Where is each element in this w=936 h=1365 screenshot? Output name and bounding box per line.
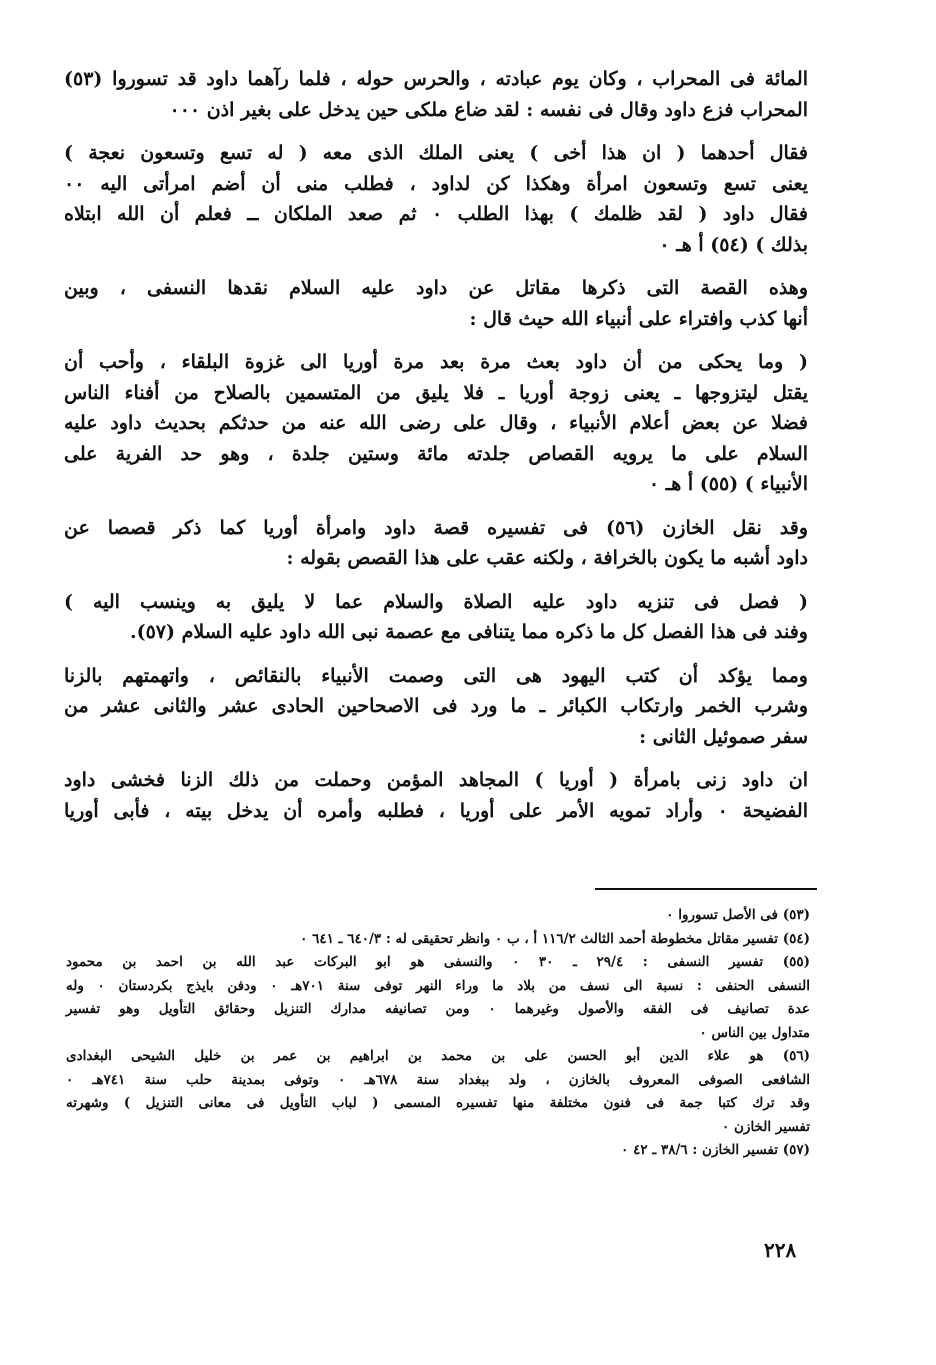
footnotes [66, 904, 810, 1163]
footnote-line: متداول بين الناس ٠ [699, 1024, 810, 1041]
text-line: بذلك ) (٥٤) أ هـ ٠ [659, 233, 808, 256]
paragraph-7 [64, 661, 808, 753]
footnote-line: النسفى الحنفى : نسبة الى نسف من بلاد ما وراء النهر توفى سنة ٧٠١هـ ٠ ودفن بايذج بكردستان ٠ وله [66, 977, 810, 994]
text-line: السلام على ما يرويه القصاص جلدته مائة وستين جلدة ، وهو حد الفرية على [64, 442, 808, 465]
footnote-56 [66, 1045, 810, 1139]
paragraph-1 [64, 64, 808, 125]
text-line: وشرب الخمر وارتكاب الكبائر ـ ما ورد فى الاصحاحين الحادى عشر والثانى عشر من [64, 695, 808, 717]
text-line: المحراب فزع داود وقال فى نفسه : لقد ضاع ملكى حين يدخل على بغير اذن ٠٠٠ [169, 98, 808, 121]
footnote-line: (٥٦) هو علاء الدين أبو الحسن على بن محمد بن ابراهيم بن عمر بن خليل الشيحى البغدادى [66, 1048, 810, 1064]
text-line: ( فصل فى تنزيه داود عليه الصلاة والسلام عما لا يليق به وينسب اليه ) [64, 590, 808, 613]
text-line: يعنى تسع وتسعون امرأة وهكذا كن لداود ، فطلب منى أن أضم امرأتى اليه ٠٠ [64, 172, 808, 195]
text-line: أنها كذب وافتراء على أنبياء الله حيث قال : [469, 307, 808, 330]
paragraph-8 [64, 765, 808, 826]
main-text [64, 64, 808, 839]
text-line: يقتل ليتزوجها ـ يعنى زوجة أوريا ـ فلا يليق من المتسمين بالصلاح من أفناء الناس [64, 381, 808, 404]
footnote-line: الشافعى الصوفى المعروف بالخازن ، ولد ببغداد سنة ٦٧٨هـ ٠ وتوفى بمدينة حلب سنة ٧٤١هـ ٠ [66, 1071, 810, 1088]
text-line: وقد نقل الخازن (٥٦) فى تفسيره قصة داود وامرأة أوريا كما ذكر قصصا عن [64, 516, 808, 539]
paragraph-5 [64, 513, 808, 574]
text-line: ( وما يحكى من أن داود بعث مرة بعد مرة أوريا الى غزوة البلقاء ، وأحب أن [64, 351, 808, 373]
text-line: داود أشبه ما يكون بالخرافة ، ولكنه عقب على هذا القصص بقوله : [286, 547, 808, 569]
text-line: فقال أحدهما ( ان هذا أخى ) يعنى الملك الذى معه ( له تسع وتسعون نعجة ) [64, 142, 808, 164]
footnote-divider [595, 888, 817, 890]
text-line: ان داود زنى بامرأة ( أوريا ) المجاهد المؤمن وحملت من ذلك الزنا فخشى داود [64, 769, 808, 791]
footnote-line: (٥٥) تفسير النسفى : ٢٩/٤ ـ ٣٠ ٠ والنسفى هو ابو البركات عبد الله بن احمد بن محمود [66, 954, 811, 970]
footnote-57 [66, 1139, 810, 1163]
text-line: ومما يؤكد أن كتب اليهود هى التى وصمت الأنبياء بالنقائص ، واتهمتهم بالزنا [64, 664, 808, 687]
text-line: فضلا عن بعض أعلام الأنبياء ، وقال على رضى الله عنه من حدثكم بحديث داود عليه [64, 412, 808, 434]
footnote-line: (٥٧) تفسير الخازن : ٣٨/٦ ـ ٤٢ ٠ [621, 1142, 810, 1158]
paragraph-3 [64, 273, 808, 334]
text-line: فقال داود ( لقد ظلمك ) بهذا الطلب ٠ ثم صعد الملكان ــ فعلم أن الله ابتلاه [64, 203, 808, 225]
text-line: وفند فى هذا الفصل كل ما ذكره مما يتنافى مع عصمة نبى الله داود عليه السلام (٥٧). [129, 621, 808, 643]
paragraph-6 [64, 587, 808, 648]
footnote-line: عدة تصانيف فى الفقه والأصول وغيرهما ٠ ومن تصانيفه مدارك التنزيل وحقائق التأويل وهو تفسير [66, 1001, 810, 1017]
text-line: الفضيحة ٠ وأراد تمويه الأمر على أوريا ، فطلبه وأمره أن يدخل بيته ، فأبى أوريا [64, 799, 808, 822]
paragraph-4 [64, 347, 808, 500]
page-number: ٢٢٨ [764, 1238, 797, 1262]
text-line: وهذه القصة التى ذكرها مقاتل عن داود عليه السلام نقدها النسفى ، وبين [64, 277, 808, 299]
footnote-line: وقد ترك كتبا جمة فى فنون مختلفة منها تفسيره المسمى ( لباب التأويل فى معانى التنزيل ) وشهرته [66, 1095, 810, 1111]
text-line: سفر صموئيل الثانى : [639, 725, 808, 748]
footnote-55 [66, 951, 810, 1045]
footnote-54 [66, 928, 810, 952]
footnote-line: تفسير الخازن ٠ [722, 1118, 810, 1135]
text-line: الأنبياء ) (٥٥) أ هـ ٠ [648, 473, 808, 495]
footnote-line: (٥٣) فى الأصل تسوروا ٠ [666, 907, 810, 923]
footnote-line: (٥٤) تفسير مقاتل مخطوطة أحمد الثالث ١١٦/٢ أ ، ب ٠ وانظر تحقيقى له : ٦٤٠/٣ ـ ٦٤١ ٠ [300, 930, 810, 947]
footnote-53 [66, 904, 810, 928]
text-line: المائة فى المحراب ، وكان يوم عبادته ، والحرس حوله ، فلما رآهما داود قد تسوروا (٥٣) [64, 68, 808, 90]
paragraph-2 [64, 138, 808, 260]
